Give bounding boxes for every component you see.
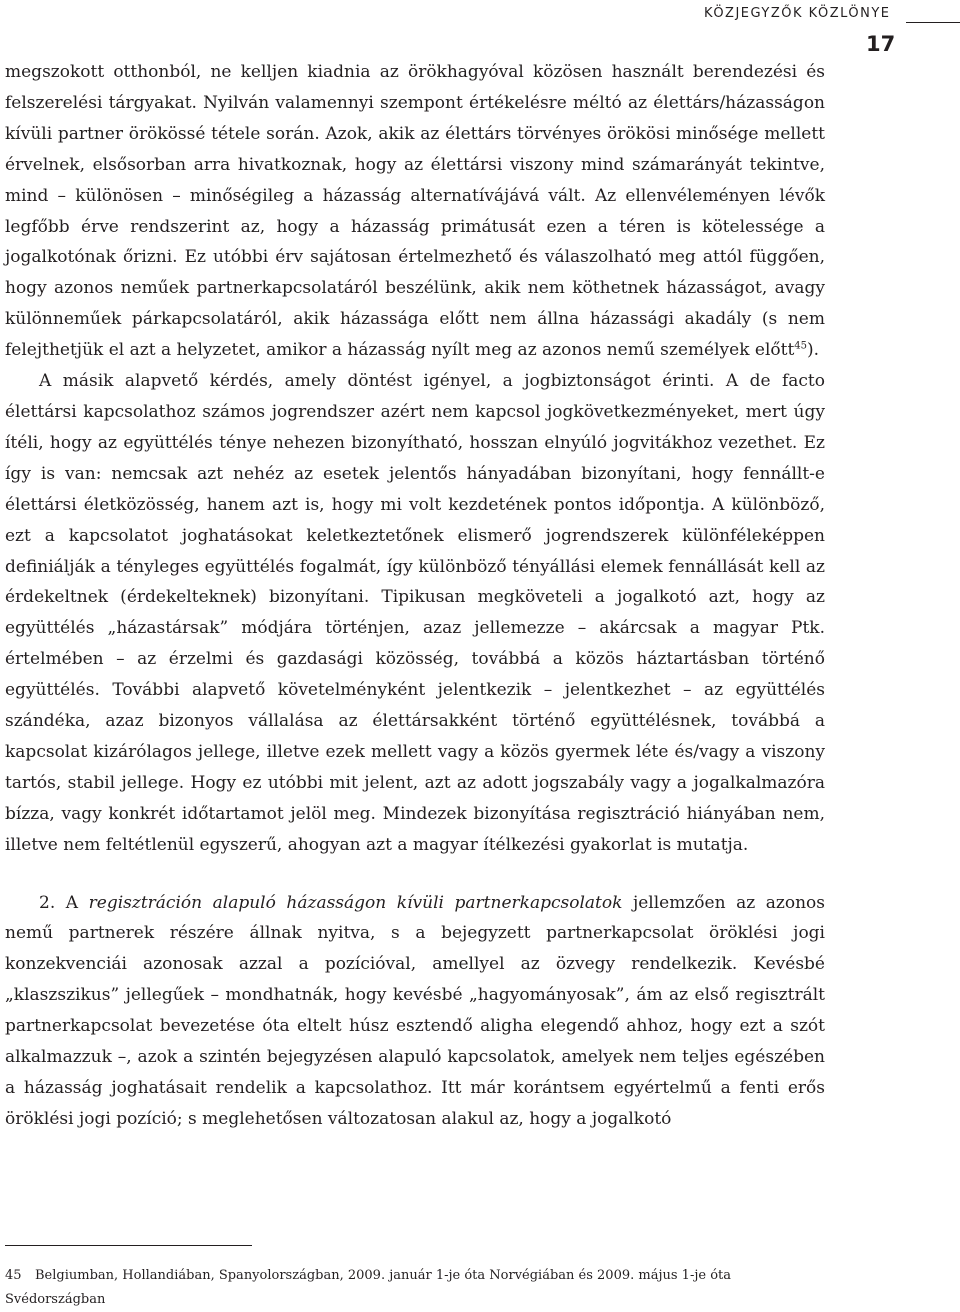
page-number: 17 xyxy=(866,32,896,56)
body-text xyxy=(5,57,825,1135)
paragraph-1 xyxy=(5,57,825,366)
footnote xyxy=(5,1264,825,1312)
paragraph-3-rest: jellemzően az azonos nemű partnerek részére állnak nyitva, s a bejegyzett partnerkapcsolat öröklési jogi konzekvenciái azonosak azzal a pozícióval, amellyel az özvegy rendelkezik. Kevésbé „klaszszikus” jellegűek – mondhatnák, hogy kevésbé „hagyományosak”, ám az első regisztrált partnerkapcsolat bevezetése óta eltelt húsz esztendő aligha elegendő ahhoz, hogy ezt a szót alkalmazzuk –, azok a szintén bejegyzésen alapuló kapcsolatok, amelyek nem teljes egészében a házasság joghatásait rendelik a kapcsolathoz. Itt már korántsem egyértelmű a fenti erős öröklési jogi pozíció; s meglehetősen változatosan alakul az, hogy a jogalkotó xyxy=(5,892,826,1129)
footnote-rule xyxy=(5,1245,252,1246)
paragraph-1-text: megszokott otthonból, ne kelljen kiadnia az örökhagyóval közösen használt berendezési és felszerelési tárgyakat. Nyilván valamennyi szempont értékelésre méltó az élettárs/házasságon kívüli partner örökössé tétele során. Azok, akik az élettárs törvényes örökösi minősége mellett érvelnek, elsősorban arra hivatkoznak, hogy az élettársi viszony mind számarányát tekintve, mind – különösen – minőségileg a házasság alternatívájává vált. Az ellenvéleményen lévők legfőbb érve rendszerint az, hogy a házasság primátusát ezen a téren is kötelessége a jogalkotónak őrizni. Ez utóbbi érv sajátosan értelmezhető és válaszolható meg attól függően, hogy azonos neműek partnerkapcsolatáról beszélünk, akik nem köthetnek házasságot, avagy különneműek párkapcsolatáról, akik házassága előtt nem állna házassági akadály (s nem felejthetjük el azt a helyzetet, amikor a házasság nyílt meg az azonos nemű személyek előtt xyxy=(5,62,825,361)
paragraph-gap xyxy=(5,861,825,888)
paragraph-3-start: 2. A xyxy=(39,892,89,913)
footnote-ref[interactable]: 45 xyxy=(794,340,808,352)
paragraph-2: A másik alapvető kérdés, amely döntést igényel, a jogbiztonságot érinti. A de facto élettársi kapcsolathoz számos jogrendszer azért nem kapcsol jogkövetkezményeket, mert úgy ítéli, hogy az együttélés ténye nehezen bizonyítható, hosszan elnyúló jogvitákhoz vezethet. Ez így is van: nemcsak azt nehéz az esetek jelentős hányadában bizonyítani, hogy fennállt-e élettársi életközösség, hanem azt is, hogy mi volt kezdetének pontos időpontja. A különböző, ezt a kapcsolatot joghatásokat keletkeztetőnek elismerő jogrendszerek különféleképpen definiálják a tényleges együttélés fogalmát, így különböző tényállási elemek fennállását kell az érdekeltnek (érdekelteknek) bizonyítani. Tipikusan megköveteli a jogalkotó azt, hogy az együttélés „házastársak” módjára történjen, azaz jellemezze – akárcsak a magyar Ptk. értelmében – az érzelmi és gazdasági közösség, továbbá a közös háztartásban történő együttélés. További alapvető követelményként jelentkezik – jelentkezhet – az együttélés szándéka, azaz bizonyos vállalása az élettársakként történő együttélésnek, továbbá a kapcsolat kizárólagos jellege, illetve ezek mellett vagy a közös gyermek léte és/vagy a viszony tartós, stabil jellege. Hogy ez utóbbi mit jelent, azt az adott jogszabály vagy a jogalkalmazóra bízza, vagy konkrét időtartamot jelöl meg. Mindezek bizonyítása regisztráció hiányában nem, illetve nem feltétlenül egyszerű, ahogyan azt a magyar ítélkezési gyakorlat is mutatja. xyxy=(5,371,825,855)
header-rule xyxy=(906,22,960,23)
paragraph-3-emphasis: regisztráción alapuló házasságon kívüli partnerkapcsolatok xyxy=(88,892,623,913)
footnote-text: Belgiumban, Hollandiában, Spanyolországban, 2009. január 1-je óta Norvégiában és 2009. május 1-je óta Svédországban xyxy=(5,1268,731,1307)
journal-title: KÖZJEGYZŐK KÖZLÖNYE xyxy=(704,6,891,21)
paragraph-3 xyxy=(5,888,825,1135)
paragraph-1-end: ). xyxy=(807,340,820,361)
footnote-number: 45 xyxy=(5,1268,22,1283)
